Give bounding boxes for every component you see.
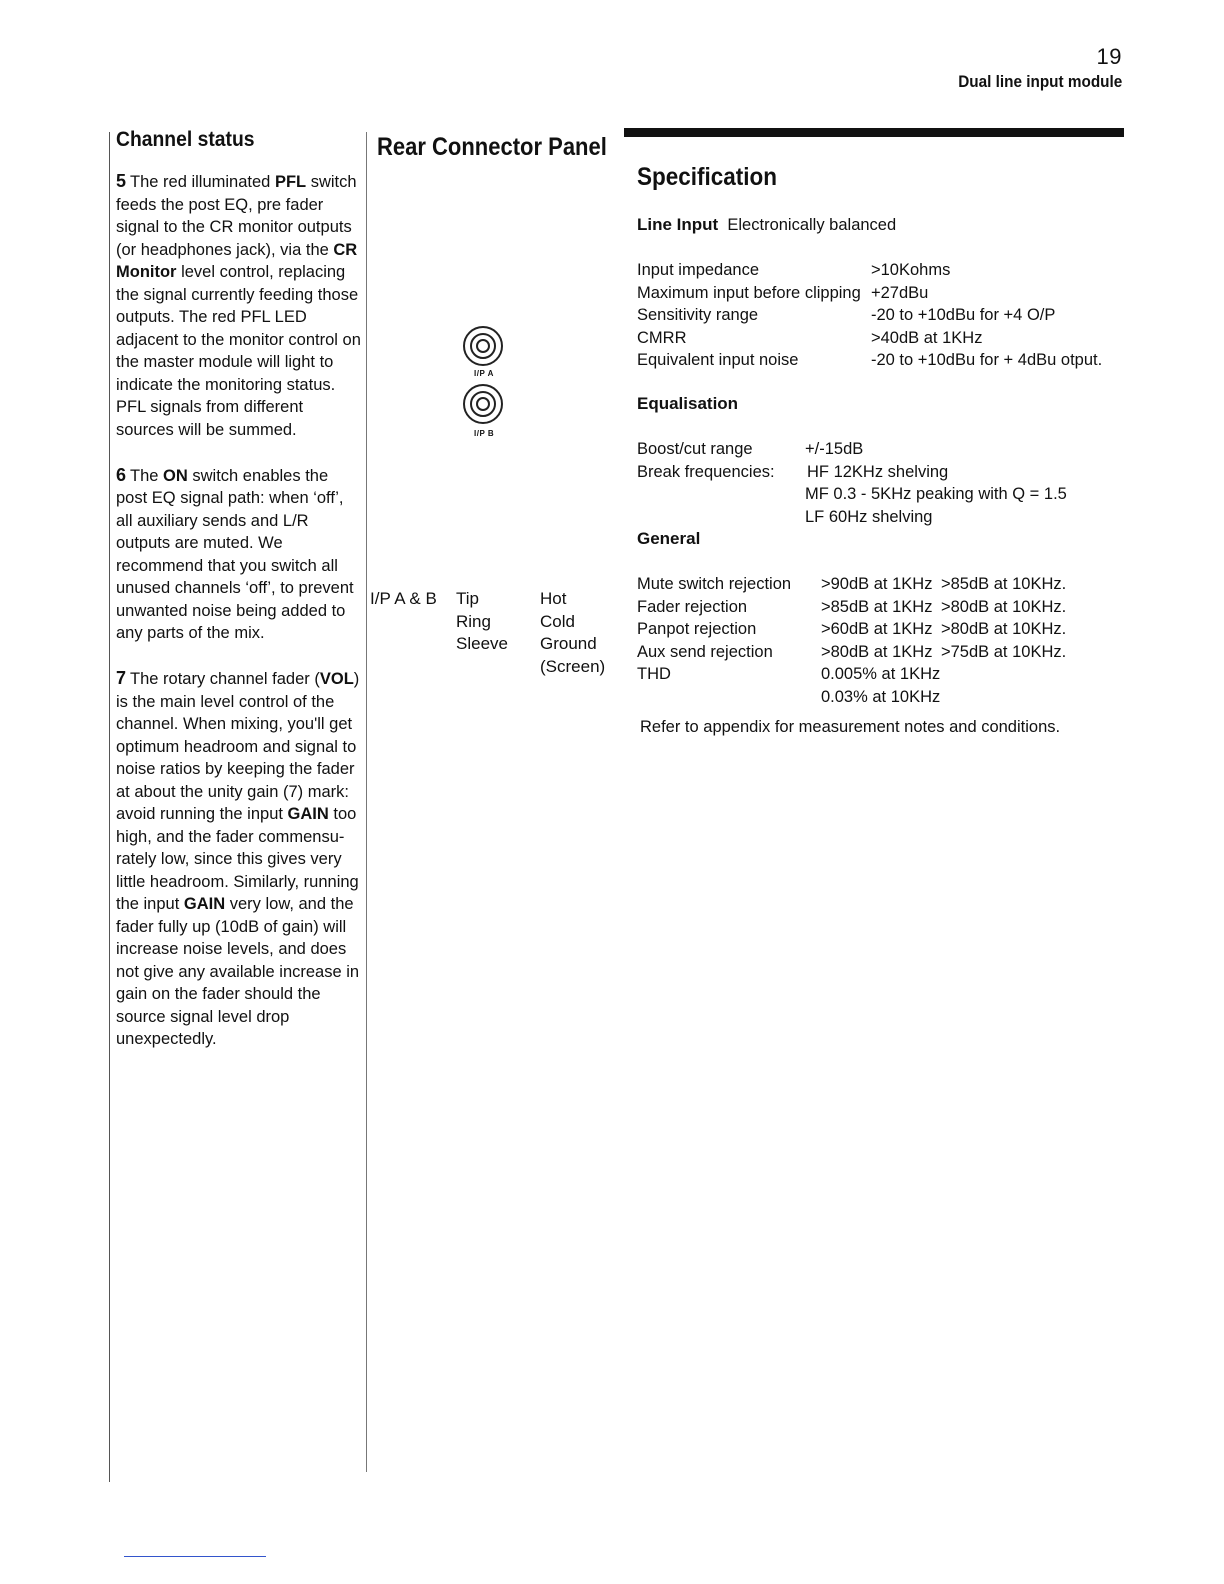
signal-hot: Hot xyxy=(540,589,567,608)
jack-socket-a-icon xyxy=(463,326,503,366)
signal-cold: Cold xyxy=(540,611,575,631)
spec-value: >80dB at 10KHz. xyxy=(941,597,1067,616)
text: switch feeds the post EQ, pre fader signal to the CR monitor outputs (or headphones jack), via the xyxy=(116,173,357,259)
spec-value: >85dB at 1KHz xyxy=(821,597,933,616)
spec-value: >40dB at 1KHz xyxy=(871,328,983,347)
spec-key: Input impedance xyxy=(637,261,760,279)
spec-value: >85dB at 10KHz. xyxy=(941,575,1067,593)
spec-value: >90dB at 1KHz xyxy=(821,575,933,593)
spec-key: Fader rejection xyxy=(637,597,748,616)
bold-term: VOL xyxy=(319,670,354,688)
pin-tip: Tip xyxy=(456,589,479,608)
page-number: 19 xyxy=(1096,44,1122,69)
text: The rotary channel fader ( xyxy=(130,670,320,688)
left-column-rule xyxy=(109,132,110,1482)
signal-screen: (Screen) xyxy=(540,656,606,676)
spec-value: 0.005% at 1KHz xyxy=(821,665,941,683)
middle-column-rule xyxy=(366,132,367,1472)
item-7 xyxy=(116,667,362,1051)
spec-key: Equivalent input noise xyxy=(637,351,799,369)
text: The xyxy=(130,466,164,485)
item-number: 5 xyxy=(116,171,127,191)
line-input-row xyxy=(637,214,896,237)
text: ) is the main level control of the channel. When mixing, you'll get optimum headroom and signal to noise ratios by keeping the fader at about the unity gain (7) mark: avoid running the input xyxy=(116,670,360,823)
jack-socket-b-icon xyxy=(463,384,503,424)
text: very low, and the fader fully up (10dB of gain) will increase noise levels, and does not give any available increase in gain on the fader should the source signal level drop unexpectedly. xyxy=(116,895,360,1048)
spec-value: +27dBu xyxy=(871,283,929,302)
boost-cut-label: Boost/cut range xyxy=(637,440,753,458)
spec-value: >10Kohms xyxy=(871,261,951,279)
channel-status-heading: Channel status xyxy=(116,128,255,151)
item-number: 6 xyxy=(116,464,127,485)
pin-sleeve: Sleeve xyxy=(456,634,508,653)
spec-value: >60dB at 1KHz xyxy=(821,620,933,638)
spec-key: Panpot rejection xyxy=(637,620,757,638)
item-5 xyxy=(116,170,362,441)
specification-table xyxy=(637,0,1197,800)
boost-cut-value: +/-15dB xyxy=(805,440,864,458)
item-number: 7 xyxy=(116,668,127,688)
thd-extra: 0.03% at 10KHz xyxy=(821,687,941,706)
text: switch enables the post EQ signal path: when ‘off’, all auxiliary sends and L/R outputs are muted. We recommend that you switch all unused channels ‘off’, to prevent unwanted noise being added to any parts of the mix. xyxy=(116,466,354,642)
eq-lf: LF 60Hz shelving xyxy=(805,507,933,526)
spec-key: Sensitivity range xyxy=(637,306,759,324)
bold-term: PFL xyxy=(274,173,307,191)
spec-value: >80dB at 1KHz xyxy=(821,642,933,661)
spec-key: THD xyxy=(637,665,671,683)
rear-connector-panel-heading: Rear Connector Panel xyxy=(377,133,607,161)
spec-value: -20 to +10dBu for +4 O/P xyxy=(871,306,1056,324)
text: The red illuminated xyxy=(130,173,275,191)
spec-value: >75dB at 10KHz. xyxy=(941,642,1067,661)
module-name: Dual line input module xyxy=(957,72,1122,91)
general-heading: General xyxy=(637,529,701,548)
line-input-label: Line Input xyxy=(637,215,719,234)
break-frequencies-label: Break frequencies: xyxy=(637,462,775,481)
spec-key: CMRR xyxy=(637,328,687,347)
spec-value: >80dB at 10KHz. xyxy=(941,620,1067,638)
text: level control, replacing the signal currently feeding those outputs. The red PFL LED adjacent to the monitor control on the master module will light to indicate the monitoring status. PFL signals from different sources will be summed. xyxy=(116,263,361,439)
eq-mf: MF 0.3 - 5KHz peaking with Q = 1.5 xyxy=(805,485,1067,503)
measurement-note: Refer to appendix for measurement notes and conditions. xyxy=(640,718,1061,736)
eq-hf: HF 12KHz shelving xyxy=(807,462,949,481)
spec-value: -20 to +10dBu for + 4dBu otput. xyxy=(871,351,1103,369)
signal-ground: Ground xyxy=(540,634,597,653)
spec-key: Mute switch rejection xyxy=(637,575,792,593)
pin-ring: Ring xyxy=(456,611,491,631)
specification-heading: Specification xyxy=(637,163,778,191)
text: too high, and the fader commensu-rately low, since this gives very little headroom. Similarly, running the input xyxy=(116,805,359,913)
spec-key: Aux send rejection xyxy=(637,642,773,661)
connector-b-label: I/P B xyxy=(474,429,495,438)
bold-term: GAIN xyxy=(183,895,226,913)
item-6 xyxy=(116,464,362,645)
bold-term: GAIN xyxy=(287,805,329,823)
bold-term: ON xyxy=(163,466,188,485)
channel-status-text xyxy=(116,170,362,1073)
line-input-value: Electronically balanced xyxy=(727,216,897,234)
spec-key: Maximum input before clipping xyxy=(637,283,861,302)
connector-a-label: I/P A xyxy=(474,369,494,378)
bottom-link-underline xyxy=(124,1556,266,1557)
bold-term: CR Monitor xyxy=(116,240,358,281)
wiring-label: I/P A & B xyxy=(370,589,437,608)
equalisation-heading: Equalisation xyxy=(637,394,739,413)
